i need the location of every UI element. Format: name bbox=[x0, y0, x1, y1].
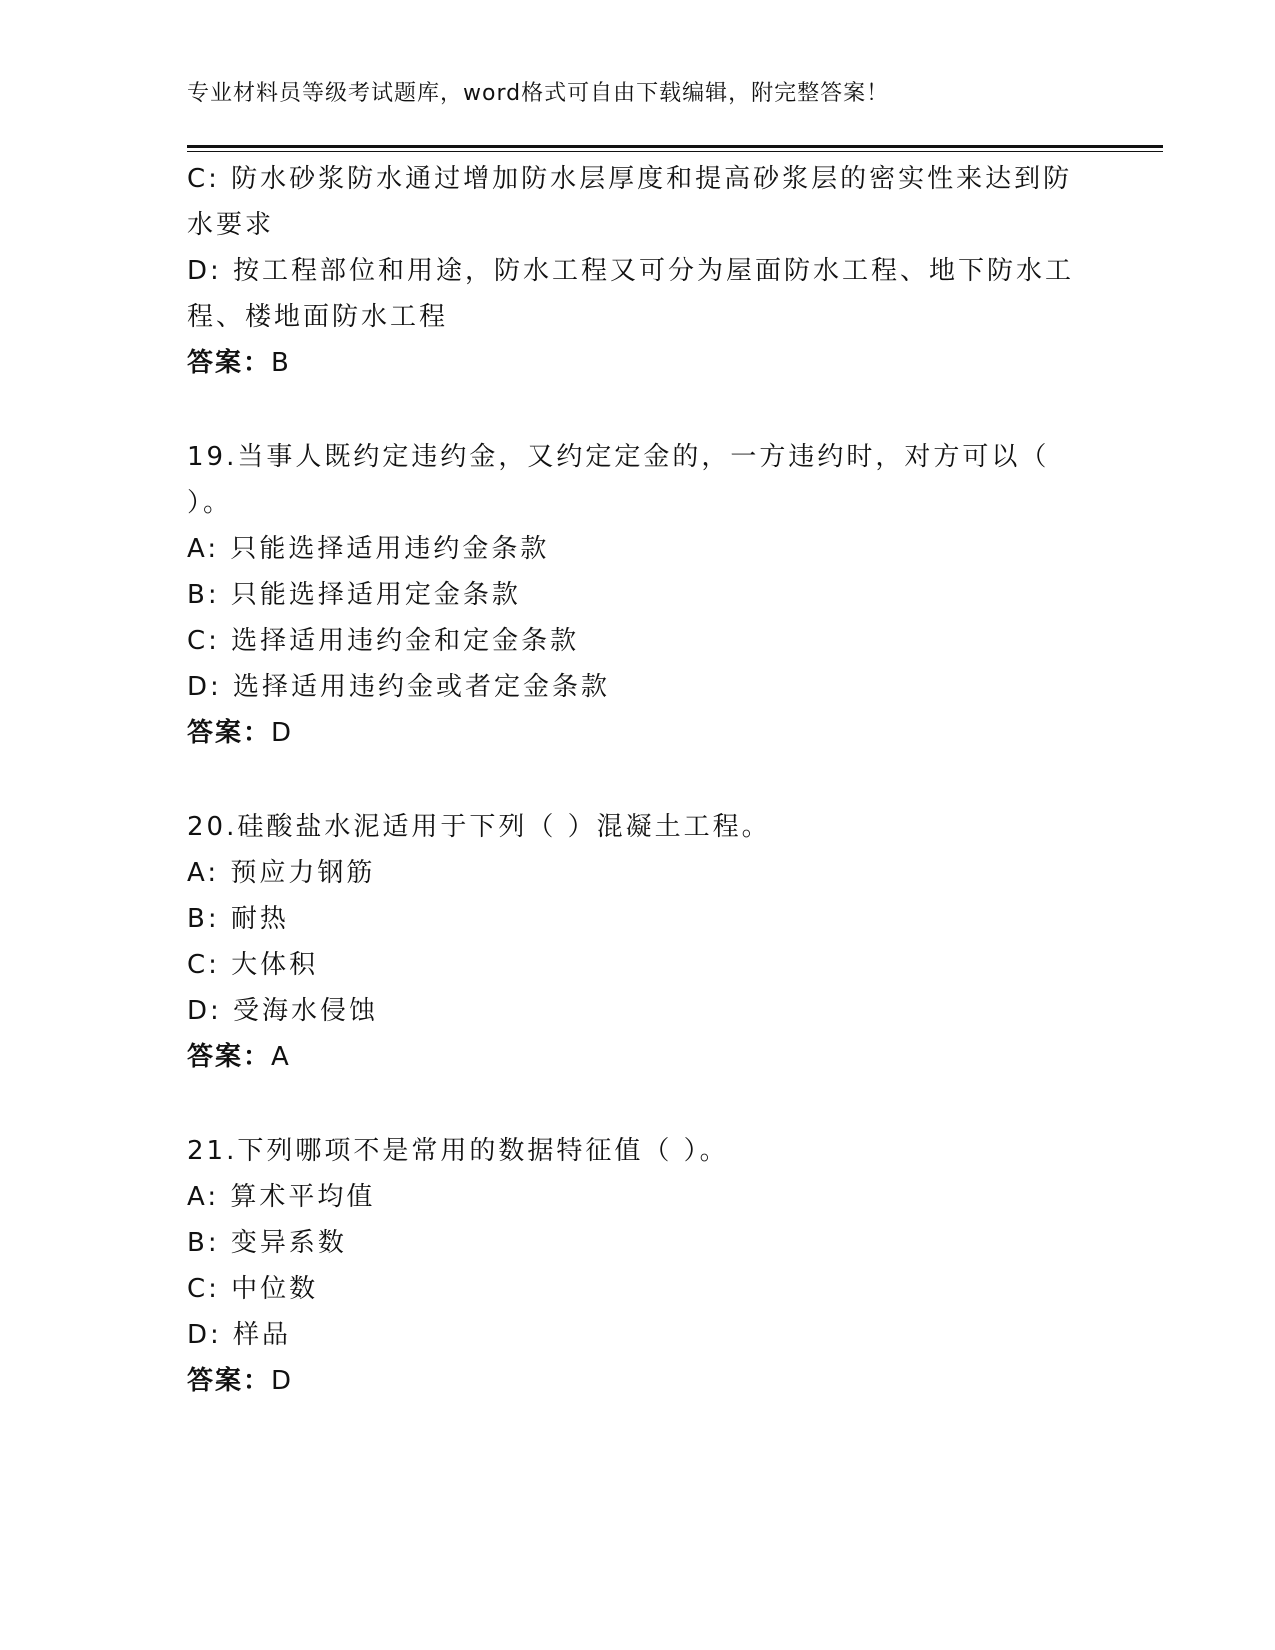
question-stem: 21.下列哪项不是常用的数据特征值（ ）。 bbox=[187, 1136, 729, 1166]
answer-line bbox=[187, 1358, 1087, 1404]
spacer bbox=[187, 756, 1087, 804]
option-d: D: 受海水侵蚀 bbox=[187, 996, 379, 1026]
page-header: 专业材料员等级考试题库，word格式可自由下载编辑，附完整答案！ bbox=[187, 81, 890, 106]
spacer bbox=[187, 386, 1087, 434]
option-c: C: 选择适用违约金和定金条款 bbox=[187, 626, 580, 656]
document-body bbox=[187, 156, 1087, 1404]
option-b: B: 变异系数 bbox=[187, 1228, 347, 1258]
header-rule-thick bbox=[187, 145, 1163, 148]
option-c: C: 大体积 bbox=[187, 950, 319, 980]
question-19 bbox=[187, 434, 1087, 756]
option-b: B: 只能选择适用定金条款 bbox=[187, 580, 521, 610]
option-c-line1: C: 防水砂浆防水通过增加防水层厚度和提高砂浆层的密实性来达到防 bbox=[187, 164, 1073, 194]
question-21 bbox=[187, 1128, 1087, 1404]
option-c-line2: 水要求 bbox=[187, 210, 275, 240]
option-c: C: 中位数 bbox=[187, 1274, 319, 1304]
answer-value: D bbox=[271, 1366, 294, 1396]
option-d: D: 选择适用违约金或者定金条款 bbox=[187, 672, 611, 702]
answer-line bbox=[187, 1034, 1087, 1080]
answer-label: 答案： bbox=[187, 1366, 272, 1396]
option-a: A: 算术平均值 bbox=[187, 1182, 376, 1212]
prev-question-block bbox=[187, 156, 1087, 386]
spacer bbox=[187, 1080, 1087, 1128]
answer-value: B bbox=[271, 348, 291, 378]
question-stem-line1: 19.当事人既约定违约金，又约定定金的，一方违约时，对方可以（ bbox=[187, 442, 1050, 472]
answer-label: 答案： bbox=[187, 348, 272, 378]
option-d: D: 样品 bbox=[187, 1320, 292, 1350]
option-a: A: 只能选择适用违约金条款 bbox=[187, 534, 550, 564]
answer-label: 答案： bbox=[187, 1042, 272, 1072]
option-a: A: 预应力钢筋 bbox=[187, 858, 376, 888]
answer-line bbox=[187, 340, 1087, 386]
answer-value: D bbox=[271, 718, 294, 748]
answer-label: 答案： bbox=[187, 718, 272, 748]
option-d-line1: D: 按工程部位和用途，防水工程又可分为屋面防水工程、地下防水工 bbox=[187, 256, 1075, 286]
answer-line bbox=[187, 710, 1087, 756]
question-stem-line2: ）。 bbox=[187, 488, 233, 518]
question-stem: 20.硅酸盐水泥适用于下列（ ）混凝土工程。 bbox=[187, 812, 771, 842]
header-rule-thin bbox=[187, 151, 1163, 152]
answer-value: A bbox=[271, 1042, 291, 1072]
option-d-line2: 程、楼地面防水工程 bbox=[187, 302, 449, 332]
question-20 bbox=[187, 804, 1087, 1080]
option-b: B: 耐热 bbox=[187, 904, 289, 934]
